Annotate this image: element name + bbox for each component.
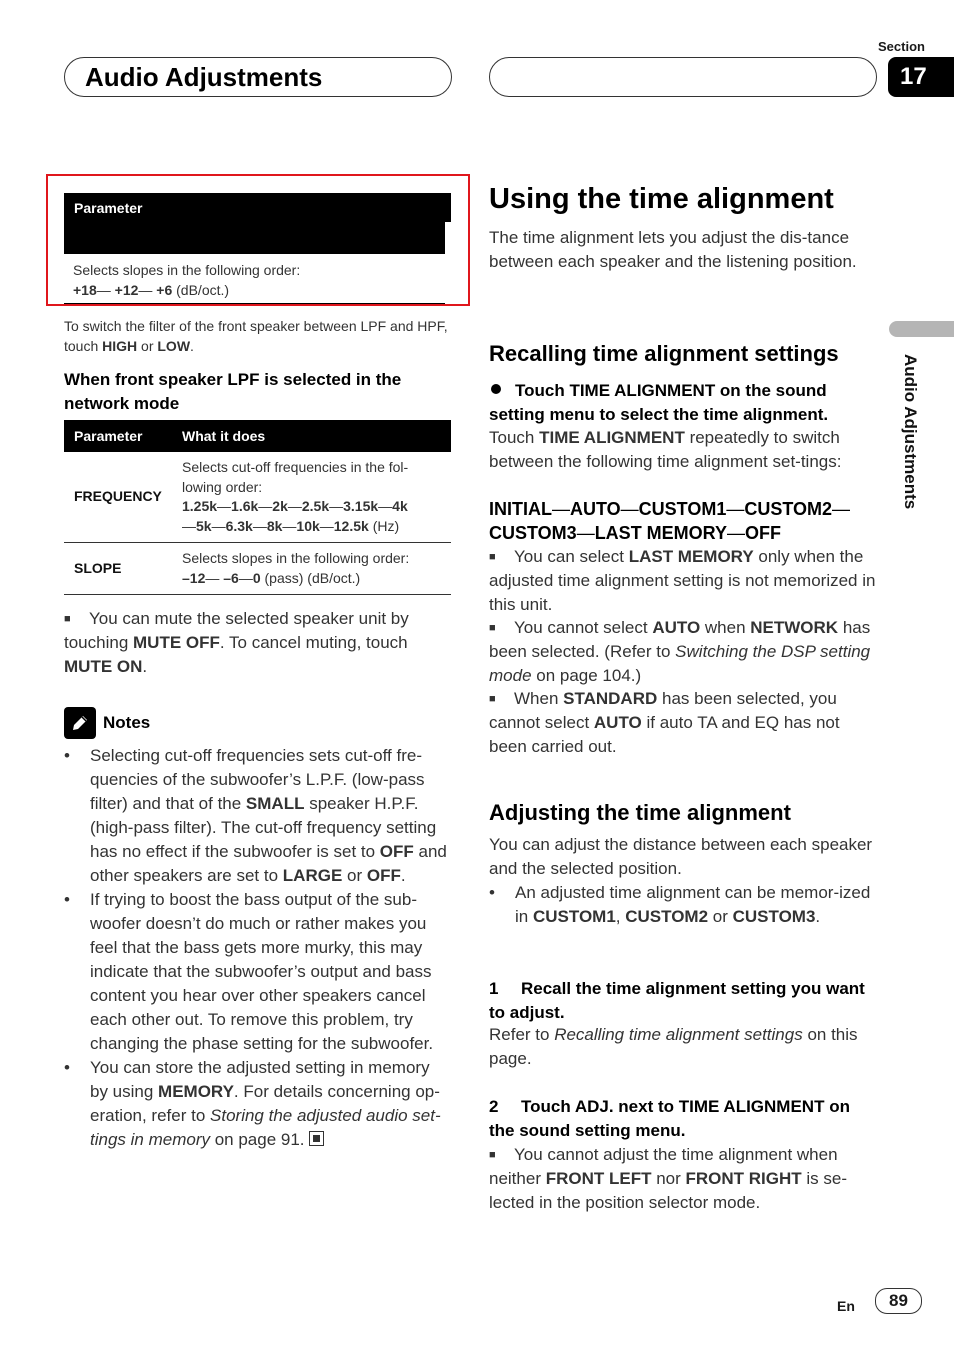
slope-value: +18 xyxy=(73,282,97,298)
option-value: LAST MEMORY xyxy=(594,523,728,543)
recall-heading: Recalling time alignment settings xyxy=(489,341,839,366)
freq-value: 4k xyxy=(392,498,408,514)
freq-value: 8k xyxy=(266,517,283,534)
slope-value: –12 xyxy=(182,569,206,586)
slope-value: +6 xyxy=(156,282,173,298)
slope-value: +12 xyxy=(114,282,139,298)
square-bullet-icon: ■ xyxy=(489,693,496,705)
top-table-row-text: Selects slopes in the following order: xyxy=(73,262,301,278)
notes-heading xyxy=(64,707,150,739)
lpf-heading: When front speaker LPF is selected in the network mode xyxy=(64,370,402,413)
header-blank-frame xyxy=(489,57,877,97)
top-table-row: Selects slopes in the following order: +18— +12— +6 (dB/oct.) xyxy=(73,262,301,298)
param-desc: Selects cut-off frequencies in the fol-lowing order: 1.25k—1.6k—2k—2.5k—3.15k—4k —5k—6.3k—8k—10k—12.5k (Hz) xyxy=(172,452,451,543)
freq-value: 1.25k xyxy=(182,498,218,514)
key-high: HIGH xyxy=(102,338,138,354)
top-table-param-label: Parameter xyxy=(74,200,143,216)
freq-value: 12.5k xyxy=(333,517,369,534)
side-tab-label: Audio Adjustments xyxy=(901,354,920,510)
option-value: AUTO xyxy=(570,499,621,519)
notes-list xyxy=(64,744,452,1152)
recall-body: Touch TIME ALIGNMENT repeatedly to switch between the following time alignment set-tings: xyxy=(489,428,842,471)
option-value: INITIAL xyxy=(489,499,552,519)
end-mark-icon xyxy=(309,1131,324,1146)
square-bullet-icon: ■ xyxy=(489,551,496,563)
list-item: • An adjusted time alignment can be memor-ized in CUSTOM1, CUSTOM2 or CUSTOM3. xyxy=(489,881,877,929)
recall-instruction: Touch TIME ALIGNMENT on the sound setting menu to select the time alignment. xyxy=(489,381,829,424)
slope-unit: (dB/oct.) xyxy=(176,282,230,298)
page-number: 89 xyxy=(875,1288,922,1314)
table-row xyxy=(64,452,451,543)
mute-paragraph: ■ You can mute the selected speaker unit by touching MUTE OFF. To cancel muting, touch MUTE ON. xyxy=(64,609,409,676)
square-bullet-icon: ■ xyxy=(489,1149,496,1161)
highlight-frame xyxy=(46,174,470,306)
lpf-parameter-table xyxy=(64,420,451,595)
header-title-frame xyxy=(64,57,452,97)
alignment-options: INITIAL—AUTO—CUSTOM1—CUSTOM2— CUSTOM3—LAST MEMORY—OFF xyxy=(489,499,851,543)
step-2-note: ■ You cannot adjust the time alignment when neither FRONT LEFT nor FRONT RIGHT is se-lected in the position selector mode. xyxy=(489,1145,847,1212)
section-label: Section xyxy=(878,39,925,54)
freq-unit: (Hz) xyxy=(372,517,400,534)
key-mute-off: MUTE OFF xyxy=(133,633,220,652)
adjust-heading: Adjusting the time alignment xyxy=(489,800,791,825)
param-desc: Selects slopes in the following order: –12— –6—0 (pass) (dB/oct.) xyxy=(172,543,451,595)
freq-value: 2k xyxy=(272,498,288,514)
param-name: SLOPE xyxy=(64,543,172,595)
step-number: 1 xyxy=(489,979,499,998)
slope-value: 0 xyxy=(252,569,261,586)
list-item: • Selecting cut-off frequencies sets cut-off fre-quencies of the subwoofer’s L.P.F. (low-pass filter) and that of the SMALL speaker H.P.F. (high-pass filter). The cut-off frequency setting has no effect if the subwoofer is set to OFF and other speakers are set to LARGE or OFF. xyxy=(64,744,452,888)
section-number: 17 xyxy=(888,57,954,97)
round-bullet-icon xyxy=(491,384,501,394)
intro-paragraph: The time alignment lets you adjust the dis-tance between each speaker and the listening position. xyxy=(489,228,857,271)
option-value: CUSTOM2 xyxy=(744,499,833,519)
step-1: 1 Recall the time alignment setting you want to adjust. xyxy=(489,979,865,1022)
adjust-intro: You can adjust the distance between each speaker and the selected position. xyxy=(489,835,873,878)
step-1-body: Refer to Recalling time alignment settings on this page. xyxy=(489,1025,858,1068)
list-item: • If trying to boost the bass output of the sub-woofer doesn’t do much or rather makes you feel that the bass gets more murky, this may indicate that the subwoofer’s output and bass content you hear over other speakers cancel each other out. To remove this problem, try changing the phase setting for the subwoofer. xyxy=(64,888,452,1056)
key-low: LOW xyxy=(157,338,191,354)
side-tab-marker xyxy=(889,321,954,337)
column-header: What it does xyxy=(172,420,451,452)
cross-reference: Switching the DSP setting mode xyxy=(489,642,871,685)
table-header-row xyxy=(64,420,451,452)
option-value: CUSTOM3 xyxy=(489,523,577,543)
option-value: OFF xyxy=(745,523,782,543)
notes-title: Notes xyxy=(103,713,151,732)
recall-note: ■ You cannot select AUTO when NETWORK has been selected. (Refer to Switching the DSP setting mode on page 104.) xyxy=(489,618,871,685)
pencil-icon xyxy=(64,707,96,739)
key-time-alignment: TIME ALIGNMENT xyxy=(539,428,685,447)
param-name: FREQUENCY xyxy=(64,452,172,543)
square-bullet-icon: ■ xyxy=(489,622,496,634)
adjust-bullets xyxy=(489,881,877,929)
cross-reference: Recalling time alignment settings xyxy=(554,1025,803,1044)
switch-filter-paragraph: To switch the filter of the front speaker between LPF and HPF, touch HIGH or LOW. xyxy=(64,318,448,354)
slope-value: –6 xyxy=(223,569,239,586)
option-value: CUSTOM1 xyxy=(638,499,727,519)
freq-value: 10k xyxy=(296,517,320,534)
slope-unit: (pass) (dB/oct.) xyxy=(264,569,361,586)
freq-value: 1.6k xyxy=(231,498,259,514)
step-2: 2 Touch ADJ. next to TIME ALIGNMENT on the sound setting menu. xyxy=(489,1097,850,1140)
freq-value: 3.15k xyxy=(343,498,379,514)
list-item: • You can store the adjusted setting in memory by using MEMORY. For details concerning op-eration, refer to Storing the adjusted audio set-tings in memory on page 91. xyxy=(64,1056,452,1152)
column-header: Parameter xyxy=(64,420,172,452)
table-row xyxy=(64,543,451,595)
step-number: 2 xyxy=(489,1097,499,1116)
language-label: En xyxy=(837,1298,855,1314)
recall-note: ■ You can select LAST MEMORY only when the adjusted time alignment setting is not memorized in this unit. xyxy=(489,547,876,614)
freq-value: 2.5k xyxy=(301,498,330,514)
square-bullet-icon: ■ xyxy=(64,613,71,625)
freq-value: 6.3k xyxy=(225,517,253,534)
key-mute-on: MUTE ON xyxy=(64,657,143,676)
recall-note: ■ When STANDARD has been selected, you cannot select AUTO if auto TA and EQ has not been carried out. xyxy=(489,689,840,756)
cross-reference: Storing the adjusted audio set-tings in memory xyxy=(90,1106,441,1149)
section-heading: Using the time alignment xyxy=(489,183,834,215)
page-title: Audio Adjustments xyxy=(85,62,323,92)
freq-value: 5k xyxy=(196,517,212,534)
